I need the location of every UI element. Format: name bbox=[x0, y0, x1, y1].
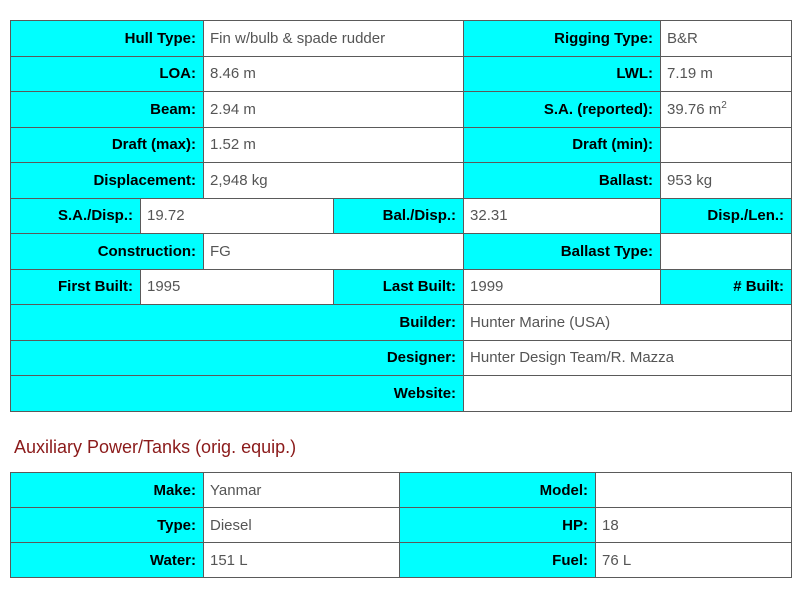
loa-value: 8.46 m bbox=[204, 56, 464, 92]
draft-min-value bbox=[661, 127, 792, 163]
auxiliary-power-table bbox=[10, 472, 792, 578]
water-tank-label: Water: bbox=[11, 543, 204, 578]
engine-type-label: Type: bbox=[11, 508, 204, 543]
rigging-type-value: B&R bbox=[661, 21, 792, 57]
table-row bbox=[11, 340, 792, 376]
auxiliary-power-heading: Auxiliary Power/Tanks (orig. equip.) bbox=[14, 437, 297, 457]
sa-disp-value: 19.72 bbox=[141, 198, 334, 234]
hull-type-value: Fin w/bulb & spade rudder bbox=[204, 21, 464, 57]
water-tank-value: 151 L bbox=[204, 543, 400, 578]
bal-disp-value: 32.31 bbox=[464, 198, 661, 234]
lwl-label: LWL: bbox=[464, 56, 661, 92]
designer-label: Designer: bbox=[11, 340, 464, 376]
last-built-label: Last Built: bbox=[334, 269, 464, 305]
sail-area-amount: 39.76 m bbox=[667, 100, 722, 118]
ballast-type-value bbox=[661, 234, 792, 270]
ballast-type-label: Ballast Type: bbox=[464, 234, 661, 270]
rigging-type-label: Rigging Type: bbox=[464, 21, 661, 57]
beam-value: 2.94 m bbox=[204, 92, 464, 128]
sail-area-unit-superscript: 2 bbox=[721, 99, 727, 111]
first-built-value: 1995 bbox=[141, 269, 334, 305]
displacement-label: Displacement: bbox=[11, 163, 204, 199]
table-row bbox=[11, 21, 792, 57]
website-value bbox=[464, 376, 792, 412]
beam-label: Beam: bbox=[11, 92, 204, 128]
sail-area-reported-value bbox=[661, 92, 792, 128]
table-row bbox=[11, 198, 792, 234]
make-value: Yanmar bbox=[204, 473, 400, 508]
last-built-value: 1999 bbox=[464, 269, 661, 305]
first-built-label: First Built: bbox=[11, 269, 141, 305]
sa-disp-label: S.A./Disp.: bbox=[11, 198, 141, 234]
fuel-tank-value: 76 L bbox=[596, 543, 792, 578]
table-row bbox=[11, 56, 792, 92]
disp-len-label: Disp./Len.: bbox=[661, 198, 792, 234]
sail-area-reported-label: S.A. (reported): bbox=[464, 92, 661, 128]
table-row bbox=[11, 473, 792, 508]
make-label: Make: bbox=[11, 473, 204, 508]
horsepower-value: 18 bbox=[596, 508, 792, 543]
table-row bbox=[11, 543, 792, 578]
loa-label: LOA: bbox=[11, 56, 204, 92]
table-row bbox=[11, 376, 792, 412]
table-row bbox=[11, 234, 792, 270]
table-row bbox=[11, 269, 792, 305]
ballast-value: 953 kg bbox=[661, 163, 792, 199]
number-built-label: # Built: bbox=[661, 269, 792, 305]
hull-type-label: Hull Type: bbox=[11, 21, 204, 57]
construction-value: FG bbox=[204, 234, 464, 270]
model-value bbox=[596, 473, 792, 508]
designer-value: Hunter Design Team/R. Mazza bbox=[464, 340, 792, 376]
model-label: Model: bbox=[400, 473, 596, 508]
horsepower-label: HP: bbox=[400, 508, 596, 543]
engine-type-value: Diesel bbox=[204, 508, 400, 543]
table-row bbox=[11, 92, 792, 128]
sailboat-specs-table bbox=[10, 20, 792, 412]
draft-max-label: Draft (max): bbox=[11, 127, 204, 163]
lwl-value: 7.19 m bbox=[661, 56, 792, 92]
draft-min-label: Draft (min): bbox=[464, 127, 661, 163]
table-row bbox=[11, 305, 792, 341]
bal-disp-label: Bal./Disp.: bbox=[334, 198, 464, 234]
displacement-value: 2,948 kg bbox=[204, 163, 464, 199]
table-row bbox=[11, 163, 792, 199]
table-row bbox=[11, 127, 792, 163]
table-row bbox=[11, 508, 792, 543]
builder-value: Hunter Marine (USA) bbox=[464, 305, 792, 341]
draft-max-value: 1.52 m bbox=[204, 127, 464, 163]
ballast-label: Ballast: bbox=[464, 163, 661, 199]
construction-label: Construction: bbox=[11, 234, 204, 270]
builder-label: Builder: bbox=[11, 305, 464, 341]
fuel-tank-label: Fuel: bbox=[400, 543, 596, 578]
website-label: Website: bbox=[11, 376, 464, 412]
